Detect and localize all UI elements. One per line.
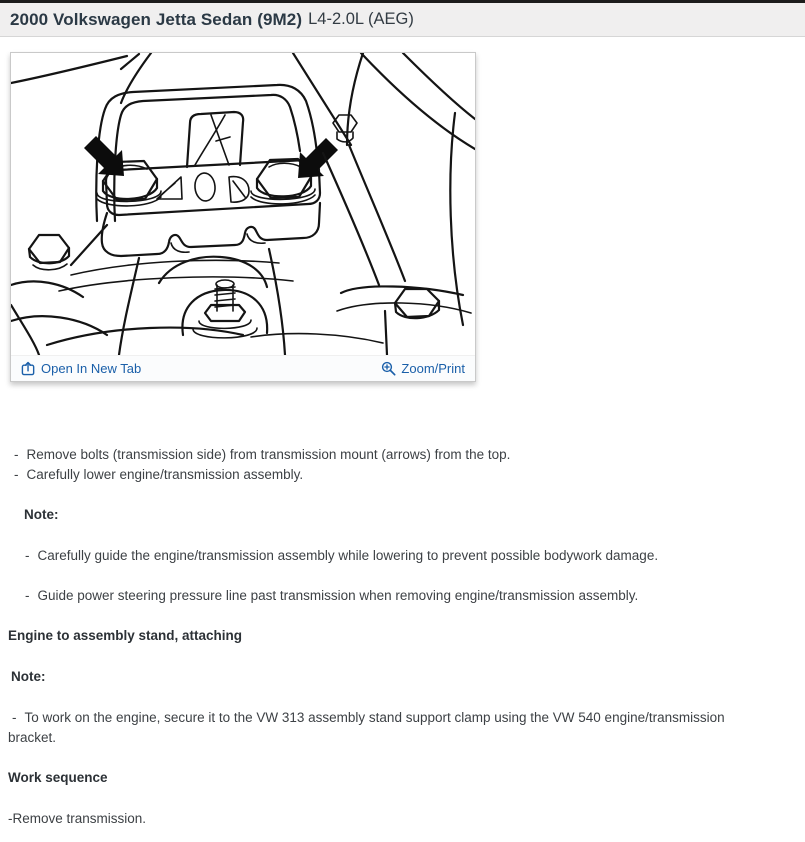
- step-lower-assembly: [0, 465, 805, 485]
- procedure-content: [0, 445, 805, 829]
- section-heading-engine-stand: Engine to assembly stand, attaching: [8, 628, 243, 643]
- magnifier-plus-icon: [381, 361, 396, 376]
- step-remove-transmission: -Remove transmission.: [8, 811, 147, 826]
- bullet-dash: -: [12, 710, 17, 725]
- bullet-dash: -: [14, 447, 19, 462]
- paragraph-text: To work on the engine, secure it to the VW 313 assembly stand support clamp using the VW 540 engine/transmission bracket.: [8, 710, 725, 745]
- step-remove-bolts: [0, 445, 805, 465]
- bullet-dash: -: [14, 467, 19, 482]
- zoom-print-link[interactable]: [381, 361, 465, 376]
- page-subtitle: L4-2.0L (AEG): [308, 10, 414, 28]
- step-text: Carefully lower engine/transmission assembly.: [26, 467, 304, 482]
- open-in-new-tab-link[interactable]: [21, 361, 141, 376]
- open-in-new-tab-label: Open In New Tab: [41, 361, 142, 376]
- zoom-print-label: Zoom/Print: [401, 361, 465, 376]
- transmission-mount-diagram: [11, 53, 475, 355]
- section-heading-work-sequence: Work sequence: [8, 770, 108, 785]
- figure-card: [10, 52, 476, 382]
- step-text: Guide power steering pressure line past transmission when removing engine/transmission assembly.: [37, 588, 639, 603]
- open-in-new-tab-icon: [21, 361, 36, 376]
- note-label: Note:: [24, 507, 59, 522]
- step-text: Carefully guide the engine/transmission assembly while lowering to prevent possible bodywork damage.: [37, 548, 659, 563]
- bullet-dash: -: [25, 588, 30, 603]
- vehicle-header: [0, 3, 805, 37]
- page-title: 2000 Volkswagen Jetta Sedan (9M2): [10, 9, 303, 29]
- figure-toolbar: [11, 355, 475, 381]
- step-text: Remove bolts (transmission side) from transmission mount (arrows) from the top.: [26, 447, 511, 462]
- note-paragraph-assembly-stand: [0, 708, 763, 748]
- bullet-dash: -: [25, 548, 30, 563]
- note-label: Note:: [11, 669, 46, 684]
- note-step-guide-assembly: [0, 546, 805, 566]
- note-step-power-steering: [0, 586, 805, 606]
